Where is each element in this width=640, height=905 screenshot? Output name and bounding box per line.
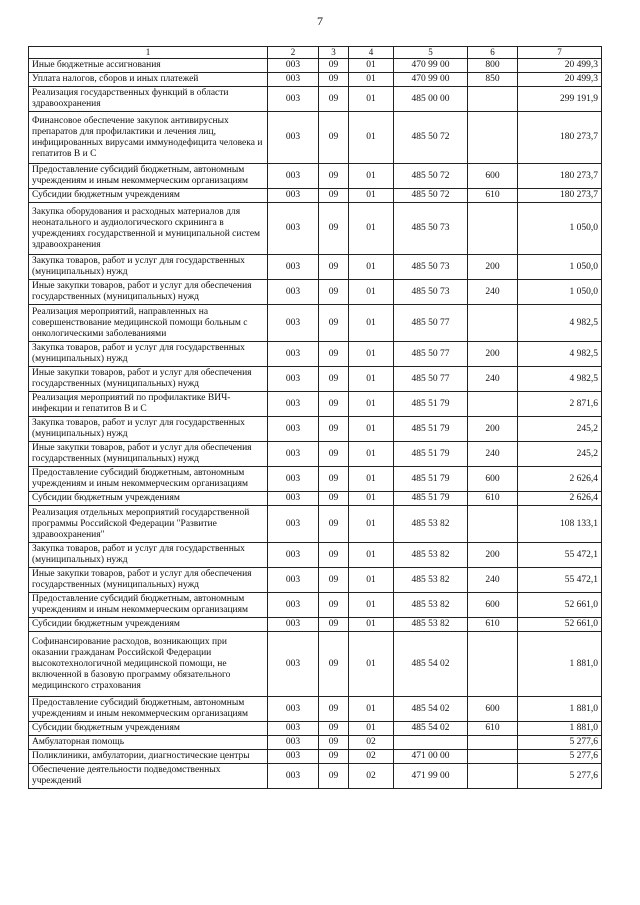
row-target-article-cell: 485 50 72 bbox=[394, 189, 468, 203]
row-code-cell: 003 bbox=[268, 506, 319, 543]
row-section-cell: 09 bbox=[319, 87, 349, 112]
row-name-cell: Закупка товаров, работ и услуг для государственных (муниципальных) нужд bbox=[29, 255, 268, 280]
row-target-article-cell: 485 54 02 bbox=[394, 632, 468, 697]
row-code-cell: 003 bbox=[268, 164, 319, 189]
row-target-article-cell: 470 99 00 bbox=[394, 73, 468, 87]
row-expense-type-cell: 610 bbox=[468, 492, 518, 506]
row-section-cell: 09 bbox=[319, 593, 349, 618]
table-row bbox=[29, 492, 602, 506]
table-body bbox=[29, 59, 602, 789]
row-subsection-cell: 01 bbox=[349, 722, 394, 736]
row-name-cell: Реализация государственных функций в области здравоохранения bbox=[29, 87, 268, 112]
row-name-cell: Предоставление субсидий бюджетным, автономным учреждениям и иным некоммерческим организациям bbox=[29, 593, 268, 618]
row-code-cell: 003 bbox=[268, 618, 319, 632]
row-code-cell: 003 bbox=[268, 342, 319, 367]
table-row bbox=[29, 467, 602, 492]
row-subsection-cell: 01 bbox=[349, 164, 394, 189]
row-name-cell: Иные бюджетные ассигнования bbox=[29, 59, 268, 73]
row-subsection-cell: 02 bbox=[349, 750, 394, 764]
row-name-cell: Закупка товаров, работ и услуг для государственных (муниципальных) нужд bbox=[29, 543, 268, 568]
row-target-article-cell: 485 50 72 bbox=[394, 112, 468, 164]
row-code-cell: 003 bbox=[268, 467, 319, 492]
row-target-article-cell: 485 50 72 bbox=[394, 164, 468, 189]
row-sum-cell: 52 661,0 bbox=[518, 593, 602, 618]
row-code-cell: 003 bbox=[268, 764, 319, 789]
row-section-cell: 09 bbox=[319, 442, 349, 467]
row-subsection-cell: 01 bbox=[349, 73, 394, 87]
row-target-article-cell: 485 51 79 bbox=[394, 467, 468, 492]
row-section-cell: 09 bbox=[319, 467, 349, 492]
row-expense-type-cell: 240 bbox=[468, 568, 518, 593]
row-name-cell: Реализация мероприятий, направленных на совершенствование медицинской помощи больным с онкологическими заболеваниями bbox=[29, 305, 268, 342]
row-sum-cell: 55 472,1 bbox=[518, 568, 602, 593]
row-section-cell: 09 bbox=[319, 492, 349, 506]
row-sum-cell: 4 982,5 bbox=[518, 367, 602, 392]
row-sum-cell: 245,2 bbox=[518, 442, 602, 467]
table-row bbox=[29, 255, 602, 280]
table-row bbox=[29, 164, 602, 189]
row-sum-cell: 2 626,4 bbox=[518, 492, 602, 506]
row-expense-type-cell bbox=[468, 112, 518, 164]
row-sum-cell: 5 277,6 bbox=[518, 764, 602, 789]
row-section-cell: 09 bbox=[319, 342, 349, 367]
row-code-cell: 003 bbox=[268, 722, 319, 736]
table-row bbox=[29, 73, 602, 87]
row-code-cell: 003 bbox=[268, 750, 319, 764]
row-section-cell: 09 bbox=[319, 255, 349, 280]
row-name-cell: Закупка оборудования и расходных материалов для неонатального и аудиологического скрининга в учреждениях государственной и муниципальной систем здравоохранения bbox=[29, 203, 268, 255]
row-name-cell: Обеспечение деятельности подведомственных учреждений bbox=[29, 764, 268, 789]
table-row bbox=[29, 280, 602, 305]
table-header-row bbox=[29, 47, 602, 59]
row-name-cell: Субсидии бюджетным учреждениям bbox=[29, 618, 268, 632]
row-target-article-cell: 485 53 82 bbox=[394, 543, 468, 568]
row-subsection-cell: 02 bbox=[349, 736, 394, 750]
column-header-1: 1 bbox=[29, 47, 268, 59]
row-name-cell: Закупка товаров, работ и услуг для государственных (муниципальных) нужд bbox=[29, 417, 268, 442]
row-section-cell: 09 bbox=[319, 568, 349, 593]
table-row bbox=[29, 736, 602, 750]
row-sum-cell: 52 661,0 bbox=[518, 618, 602, 632]
row-sum-cell: 55 472,1 bbox=[518, 543, 602, 568]
row-subsection-cell: 01 bbox=[349, 87, 394, 112]
row-subsection-cell: 01 bbox=[349, 593, 394, 618]
table-row bbox=[29, 367, 602, 392]
row-section-cell: 09 bbox=[319, 367, 349, 392]
page-number: 7 bbox=[317, 14, 323, 28]
row-subsection-cell: 01 bbox=[349, 618, 394, 632]
row-expense-type-cell bbox=[468, 506, 518, 543]
row-target-article-cell: 485 53 82 bbox=[394, 568, 468, 593]
row-section-cell: 09 bbox=[319, 280, 349, 305]
row-name-cell: Предоставление субсидий бюджетным, автономным учреждениям и иным некоммерческим организациям bbox=[29, 467, 268, 492]
row-name-cell: Субсидии бюджетным учреждениям bbox=[29, 492, 268, 506]
row-target-article-cell: 485 54 02 bbox=[394, 722, 468, 736]
row-sum-cell: 1 050,0 bbox=[518, 280, 602, 305]
row-sum-cell: 2 871,6 bbox=[518, 392, 602, 417]
row-subsection-cell: 01 bbox=[349, 492, 394, 506]
row-section-cell: 09 bbox=[319, 417, 349, 442]
row-name-cell: Реализация мероприятий по профилактике ВИЧ-инфекции и гепатитов В и С bbox=[29, 392, 268, 417]
row-subsection-cell: 01 bbox=[349, 506, 394, 543]
row-target-article-cell: 485 51 79 bbox=[394, 442, 468, 467]
row-code-cell: 003 bbox=[268, 203, 319, 255]
row-sum-cell: 180 273,7 bbox=[518, 112, 602, 164]
row-code-cell: 003 bbox=[268, 367, 319, 392]
row-subsection-cell: 01 bbox=[349, 59, 394, 73]
row-name-cell: Иные закупки товаров, работ и услуг для обеспечения государственных (муниципальных) нужд bbox=[29, 367, 268, 392]
row-name-cell: Предоставление субсидий бюджетным, автономным учреждениям и иным некоммерческим организациям bbox=[29, 164, 268, 189]
row-section-cell: 09 bbox=[319, 764, 349, 789]
row-target-article-cell: 485 00 00 bbox=[394, 87, 468, 112]
row-section-cell: 09 bbox=[319, 750, 349, 764]
table-row bbox=[29, 305, 602, 342]
row-expense-type-cell bbox=[468, 750, 518, 764]
row-subsection-cell: 01 bbox=[349, 392, 394, 417]
row-expense-type-cell: 600 bbox=[468, 697, 518, 722]
row-target-article-cell: 485 54 02 bbox=[394, 697, 468, 722]
row-expense-type-cell bbox=[468, 736, 518, 750]
row-expense-type-cell bbox=[468, 305, 518, 342]
row-expense-type-cell bbox=[468, 632, 518, 697]
row-sum-cell: 4 982,5 bbox=[518, 305, 602, 342]
row-expense-type-cell: 610 bbox=[468, 722, 518, 736]
table-row bbox=[29, 697, 602, 722]
column-header-3: 3 bbox=[319, 47, 349, 59]
row-expense-type-cell: 610 bbox=[468, 189, 518, 203]
table-row bbox=[29, 442, 602, 467]
row-section-cell: 09 bbox=[319, 722, 349, 736]
row-sum-cell: 1 881,0 bbox=[518, 722, 602, 736]
row-section-cell: 09 bbox=[319, 59, 349, 73]
row-name-cell: Субсидии бюджетным учреждениям bbox=[29, 189, 268, 203]
row-expense-type-cell: 240 bbox=[468, 442, 518, 467]
row-code-cell: 003 bbox=[268, 255, 319, 280]
row-target-article-cell: 485 53 82 bbox=[394, 593, 468, 618]
column-header-2: 2 bbox=[268, 47, 319, 59]
row-code-cell: 003 bbox=[268, 73, 319, 87]
row-expense-type-cell: 200 bbox=[468, 543, 518, 568]
row-target-article-cell: 471 99 00 bbox=[394, 764, 468, 789]
row-target-article-cell: 485 50 73 bbox=[394, 255, 468, 280]
row-target-article-cell: 471 00 00 bbox=[394, 750, 468, 764]
row-code-cell: 003 bbox=[268, 112, 319, 164]
table-row bbox=[29, 764, 602, 789]
row-expense-type-cell bbox=[468, 392, 518, 417]
table-row bbox=[29, 506, 602, 543]
table-row bbox=[29, 543, 602, 568]
row-sum-cell: 180 273,7 bbox=[518, 164, 602, 189]
row-section-cell: 09 bbox=[319, 164, 349, 189]
row-code-cell: 003 bbox=[268, 543, 319, 568]
row-subsection-cell: 01 bbox=[349, 442, 394, 467]
table-row bbox=[29, 593, 602, 618]
row-name-cell: Реализация отдельных мероприятий государственной программы Российской Федерации "Развитие здравоохранения" bbox=[29, 506, 268, 543]
row-code-cell: 003 bbox=[268, 632, 319, 697]
row-subsection-cell: 01 bbox=[349, 417, 394, 442]
row-sum-cell: 2 626,4 bbox=[518, 467, 602, 492]
row-sum-cell: 5 277,6 bbox=[518, 736, 602, 750]
row-code-cell: 003 bbox=[268, 189, 319, 203]
row-target-article-cell: 485 53 82 bbox=[394, 506, 468, 543]
row-subsection-cell: 02 bbox=[349, 764, 394, 789]
row-target-article-cell: 485 53 82 bbox=[394, 618, 468, 632]
row-sum-cell: 245,2 bbox=[518, 417, 602, 442]
row-sum-cell: 180 273,7 bbox=[518, 189, 602, 203]
row-sum-cell: 1 050,0 bbox=[518, 203, 602, 255]
row-code-cell: 003 bbox=[268, 492, 319, 506]
row-code-cell: 003 bbox=[268, 305, 319, 342]
row-sum-cell: 299 191,9 bbox=[518, 87, 602, 112]
row-section-cell: 09 bbox=[319, 203, 349, 255]
row-expense-type-cell: 600 bbox=[468, 467, 518, 492]
row-section-cell: 09 bbox=[319, 112, 349, 164]
row-expense-type-cell: 200 bbox=[468, 417, 518, 442]
row-code-cell: 003 bbox=[268, 593, 319, 618]
row-subsection-cell: 01 bbox=[349, 280, 394, 305]
row-expense-type-cell bbox=[468, 87, 518, 112]
row-target-article-cell: 485 51 79 bbox=[394, 392, 468, 417]
column-header-5: 5 bbox=[394, 47, 468, 59]
row-code-cell: 003 bbox=[268, 697, 319, 722]
row-code-cell: 003 bbox=[268, 59, 319, 73]
column-header-4: 4 bbox=[349, 47, 394, 59]
row-sum-cell: 1 881,0 bbox=[518, 697, 602, 722]
row-subsection-cell: 01 bbox=[349, 112, 394, 164]
row-sum-cell: 1 050,0 bbox=[518, 255, 602, 280]
row-sum-cell: 4 982,5 bbox=[518, 342, 602, 367]
row-name-cell: Поликлиники, амбулатории, диагностические центры bbox=[29, 750, 268, 764]
row-expense-type-cell: 800 bbox=[468, 59, 518, 73]
table-row bbox=[29, 722, 602, 736]
row-subsection-cell: 01 bbox=[349, 568, 394, 593]
budget-table bbox=[28, 46, 602, 789]
row-target-article-cell bbox=[394, 736, 468, 750]
row-subsection-cell: 01 bbox=[349, 543, 394, 568]
row-subsection-cell: 01 bbox=[349, 203, 394, 255]
row-target-article-cell: 485 51 79 bbox=[394, 492, 468, 506]
row-subsection-cell: 01 bbox=[349, 467, 394, 492]
table-row bbox=[29, 87, 602, 112]
row-target-article-cell: 485 50 77 bbox=[394, 367, 468, 392]
row-subsection-cell: 01 bbox=[349, 697, 394, 722]
row-name-cell: Предоставление субсидий бюджетным, автономным учреждениям и иным некоммерческим организациям bbox=[29, 697, 268, 722]
row-subsection-cell: 01 bbox=[349, 305, 394, 342]
row-code-cell: 003 bbox=[268, 417, 319, 442]
row-section-cell: 09 bbox=[319, 73, 349, 87]
row-code-cell: 003 bbox=[268, 87, 319, 112]
row-name-cell: Закупка товаров, работ и услуг для государственных (муниципальных) нужд bbox=[29, 342, 268, 367]
row-expense-type-cell: 200 bbox=[468, 342, 518, 367]
table-row bbox=[29, 189, 602, 203]
row-name-cell: Финансовое обеспечение закупок антивирусных препаратов для профилактики и лечения лиц, инфицированных вирусами иммунодефицита человека и гепатитов В и С bbox=[29, 112, 268, 164]
table-row bbox=[29, 112, 602, 164]
row-subsection-cell: 01 bbox=[349, 255, 394, 280]
column-header-7: 7 bbox=[518, 47, 602, 59]
table-row bbox=[29, 417, 602, 442]
row-code-cell: 003 bbox=[268, 736, 319, 750]
row-expense-type-cell bbox=[468, 203, 518, 255]
table-row bbox=[29, 342, 602, 367]
row-code-cell: 003 bbox=[268, 280, 319, 305]
row-section-cell: 09 bbox=[319, 506, 349, 543]
row-target-article-cell: 470 99 00 bbox=[394, 59, 468, 73]
row-subsection-cell: 01 bbox=[349, 189, 394, 203]
table-row bbox=[29, 203, 602, 255]
row-subsection-cell: 01 bbox=[349, 632, 394, 697]
row-name-cell: Софинансирование расходов, возникающих при оказании гражданам Российской Федерации высокотехнологичной медицинской помощи, не включенной в базовую программу обязательного медицинского страхования bbox=[29, 632, 268, 697]
row-code-cell: 003 bbox=[268, 442, 319, 467]
row-section-cell: 09 bbox=[319, 697, 349, 722]
row-expense-type-cell: 600 bbox=[468, 164, 518, 189]
row-name-cell: Иные закупки товаров, работ и услуг для обеспечения государственных (муниципальных) нужд bbox=[29, 568, 268, 593]
row-section-cell: 09 bbox=[319, 189, 349, 203]
row-subsection-cell: 01 bbox=[349, 342, 394, 367]
row-name-cell: Амбулаторная помощь bbox=[29, 736, 268, 750]
row-section-cell: 09 bbox=[319, 543, 349, 568]
row-expense-type-cell bbox=[468, 764, 518, 789]
row-code-cell: 003 bbox=[268, 568, 319, 593]
table-row bbox=[29, 59, 602, 73]
row-subsection-cell: 01 bbox=[349, 367, 394, 392]
table-row bbox=[29, 392, 602, 417]
row-section-cell: 09 bbox=[319, 305, 349, 342]
row-target-article-cell: 485 50 77 bbox=[394, 305, 468, 342]
row-name-cell: Уплата налогов, сборов и иных платежей bbox=[29, 73, 268, 87]
table-row bbox=[29, 632, 602, 697]
row-sum-cell: 108 133,1 bbox=[518, 506, 602, 543]
row-target-article-cell: 485 50 73 bbox=[394, 203, 468, 255]
row-section-cell: 09 bbox=[319, 392, 349, 417]
row-expense-type-cell: 850 bbox=[468, 73, 518, 87]
row-target-article-cell: 485 50 73 bbox=[394, 280, 468, 305]
row-name-cell: Иные закупки товаров, работ и услуг для обеспечения государственных (муниципальных) нужд bbox=[29, 442, 268, 467]
row-sum-cell: 1 881,0 bbox=[518, 632, 602, 697]
row-target-article-cell: 485 50 77 bbox=[394, 342, 468, 367]
row-sum-cell: 5 277,6 bbox=[518, 750, 602, 764]
row-section-cell: 09 bbox=[319, 736, 349, 750]
row-sum-cell: 20 499,3 bbox=[518, 59, 602, 73]
column-header-6: 6 bbox=[468, 47, 518, 59]
row-expense-type-cell: 200 bbox=[468, 255, 518, 280]
row-section-cell: 09 bbox=[319, 618, 349, 632]
row-expense-type-cell: 240 bbox=[468, 280, 518, 305]
row-expense-type-cell: 600 bbox=[468, 593, 518, 618]
row-name-cell: Субсидии бюджетным учреждениям bbox=[29, 722, 268, 736]
row-sum-cell: 20 499,3 bbox=[518, 73, 602, 87]
row-name-cell: Иные закупки товаров, работ и услуг для обеспечения государственных (муниципальных) нужд bbox=[29, 280, 268, 305]
row-expense-type-cell: 610 bbox=[468, 618, 518, 632]
row-target-article-cell: 485 51 79 bbox=[394, 417, 468, 442]
table-row bbox=[29, 568, 602, 593]
table-row bbox=[29, 750, 602, 764]
row-section-cell: 09 bbox=[319, 632, 349, 697]
row-expense-type-cell: 240 bbox=[468, 367, 518, 392]
row-code-cell: 003 bbox=[268, 392, 319, 417]
table-row bbox=[29, 618, 602, 632]
